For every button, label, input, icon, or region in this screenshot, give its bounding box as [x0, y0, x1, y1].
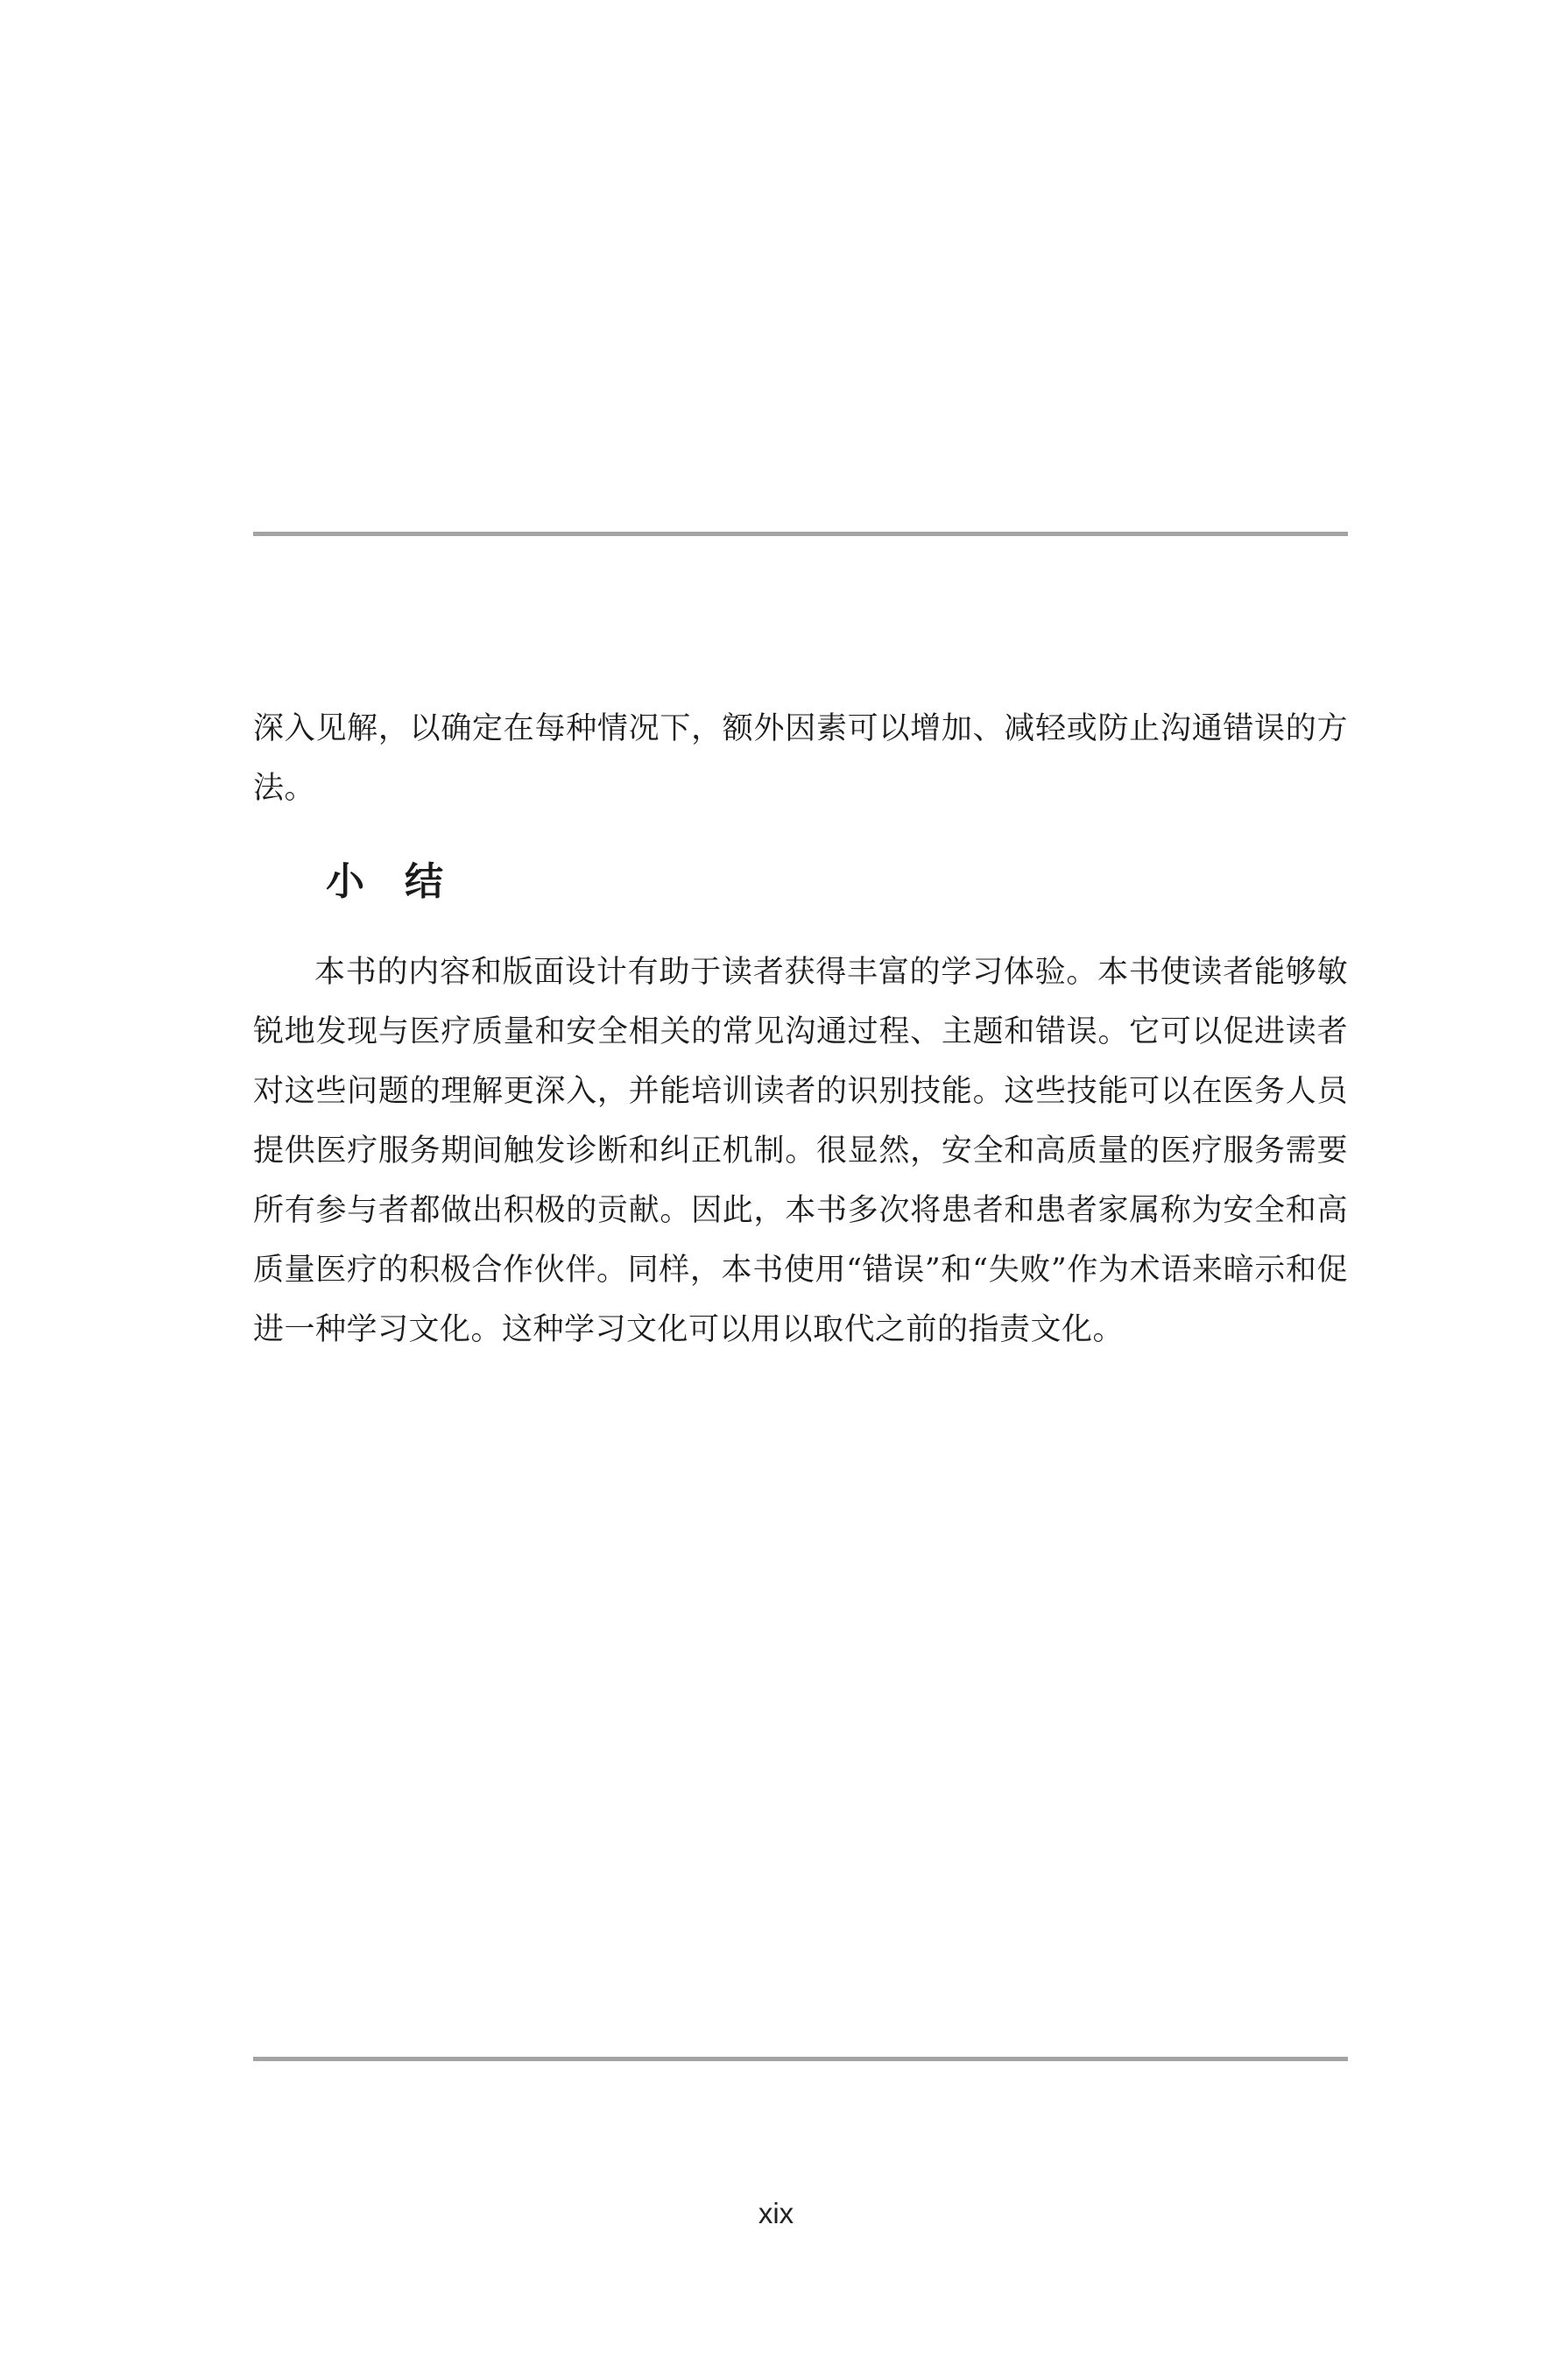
page-number: xix: [758, 2197, 794, 2229]
top-rule: [253, 532, 1348, 536]
summary-paragraph: 本书的内容和版面设计有助于读者获得丰富的学习体验。本书使读者能够敏锐地发现与医疗质量和安全相关的常见沟通过程、主题和错误。它可以促进读者对这些问题的理解更深入，并能培训读者的识别技能。这些技能可以在医务人员提供医疗服务期间触发诊断和纠正机制。很显然，安全和高质量的医疗服务需要所有参与者都做出积极的贡献。因此，本书多次将患者和患者家属称为安全和高质量医疗的积极合作伙伴。同样，本书使用“错误”和“失败”作为术语来暗示和促进一种学习文化。这种学习文化可以用以取代之前的指责文化。: [253, 955, 1348, 1347]
continued-paragraph: 深入见解，以确定在每种情况下，额外因素可以增加、减轻或防止沟通错误的方法。: [253, 711, 1348, 806]
bottom-rule: [253, 2057, 1348, 2061]
section-heading: 小结: [326, 859, 483, 904]
